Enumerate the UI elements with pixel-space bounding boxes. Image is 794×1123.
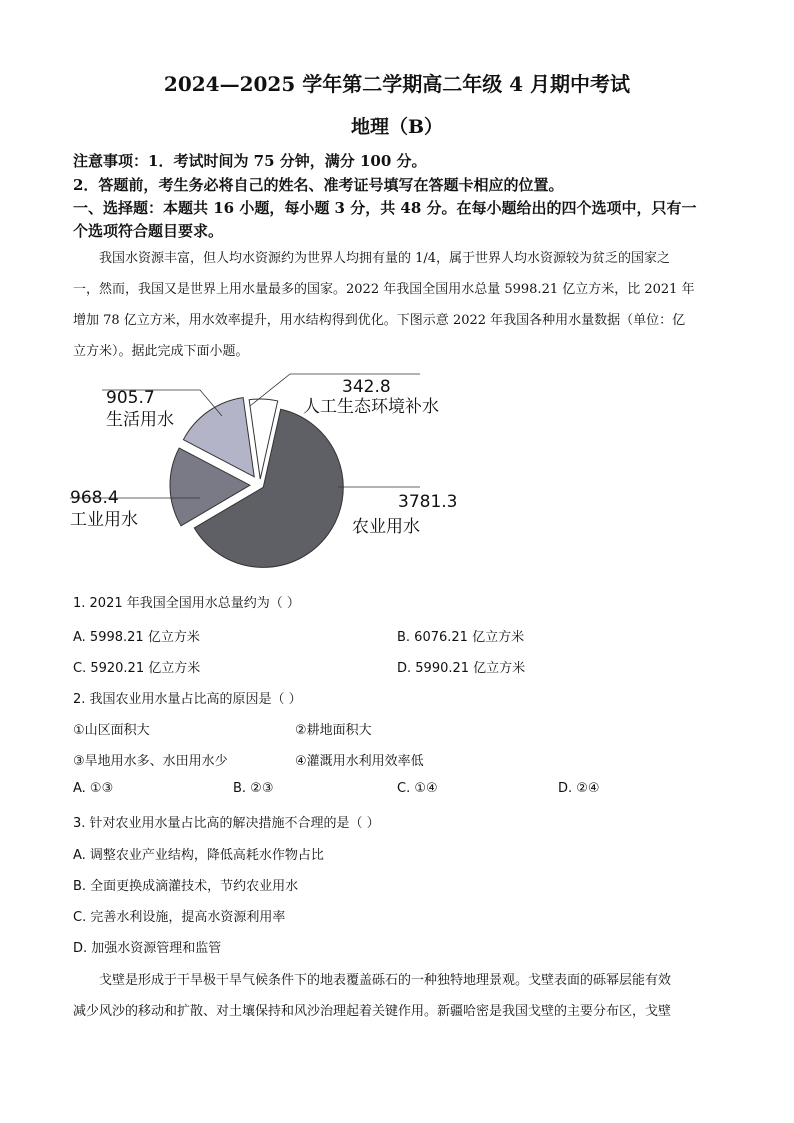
q1-option-b: B. 6076.21 亿立方米 bbox=[397, 630, 525, 645]
q1-option-a: A. 5998.21 亿立方米 bbox=[73, 630, 200, 645]
pie-category-label-2: 工业用水 bbox=[70, 510, 138, 530]
q2-option-d: D. ②④ bbox=[558, 781, 600, 796]
q3-stem: 3. 针对农业用水量占比高的解决措施不合理的是（ ） bbox=[73, 816, 380, 831]
q2-statement-1: ①山区面积大 bbox=[73, 723, 150, 738]
passage-2 bbox=[73, 965, 718, 1027]
pie-value-label-3: 905.7 bbox=[106, 388, 155, 408]
q1-option-c: C. 5920.21 亿立方米 bbox=[73, 661, 201, 676]
subject-title: 地理（B） bbox=[350, 116, 444, 138]
water-usage-pie-chart bbox=[60, 370, 460, 580]
passage-1 bbox=[73, 243, 718, 367]
q2-option-c: C. ①④ bbox=[397, 781, 438, 796]
q1-stem: 1. 2021 年我国全国用水总量约为（ ） bbox=[73, 596, 300, 611]
q3-option-b: B. 全面更换成滴灌技术，节约农业用水 bbox=[73, 879, 299, 894]
section-heading-line-1: 一、选择题：本题共 16 小题，每小题 3 分，共 48 分。在每小题给出的四个选项中，只有一 bbox=[73, 199, 697, 217]
section-heading-line-2: 个选项符合题目要求。 bbox=[73, 222, 224, 240]
passage-2-line-1: 戈壁是形成于干旱极干旱气候条件下的地表覆盖砾石的一种独特地理景观。戈壁表面的砾幂层能有效 bbox=[99, 973, 672, 988]
q1-option-d: D. 5990.21 亿立方米 bbox=[397, 661, 526, 676]
passage-1-line-2: 一，然而，我国又是世界上用水量最多的国家。2022 年我国全国用水总量 5998.21 亿立方米，比 2021 年 bbox=[73, 282, 695, 297]
q2-option-a: A. ①③ bbox=[73, 781, 114, 796]
q3-option-d: D. 加强水资源管理和监管 bbox=[73, 941, 222, 956]
q3-option-c: C. 完善水利设施，提高水资源利用率 bbox=[73, 910, 286, 925]
pie-category-label-1: 农业用水 bbox=[352, 517, 420, 537]
q2-statement-3: ③旱地用水多、水田用水少 bbox=[73, 754, 228, 769]
q2-statement-2: ②耕地面积大 bbox=[295, 723, 372, 738]
passage-1-line-1: 我国水资源丰富，但人均水资源约为世界人均拥有量的 1/4，属于世界人均水资源较为贫乏的国家之 bbox=[99, 251, 671, 266]
pie-category-label-4: 人工生态环境补水 bbox=[303, 397, 439, 417]
pie-value-label-1: 3781.3 bbox=[398, 492, 458, 512]
q2-option-b: B. ②③ bbox=[233, 781, 274, 796]
pie-value-label-4: 342.8 bbox=[342, 377, 391, 397]
q2-stem: 2. 我国农业用水量占比高的原因是（ ） bbox=[73, 692, 302, 707]
notice-line-1: 注意事项：1．考试时间为 75 分钟，满分 100 分。 bbox=[73, 152, 427, 170]
pie-value-label-2: 968.4 bbox=[70, 488, 119, 508]
passage-1-line-3: 增加 78 亿立方米，用水效率提升，用水结构得到优化。下图示意 2022 年我国各种用水量数据（单位：亿 bbox=[73, 313, 686, 328]
q3-option-a: A. 调整农业产业结构，降低高耗水作物占比 bbox=[73, 848, 324, 863]
passage-2-line-2: 减少风沙的移动和扩散、对土壤保持和风沙治理起着关键作用。新疆哈密是我国戈壁的主要分布区，戈壁 bbox=[73, 1004, 672, 1019]
notice-line-2: 2．答题前，考生务必将自己的姓名、准考证号填写在答题卡相应的位置。 bbox=[73, 176, 564, 194]
passage-1-line-4: 立方米）。据此完成下面小题。 bbox=[73, 344, 249, 359]
q2-statement-4: ④灌溉用水利用效率低 bbox=[295, 754, 424, 769]
exam-title: 2024—2025 学年第二学期高二年级 4 月期中考试 bbox=[163, 72, 631, 96]
pie-category-label-3: 生活用水 bbox=[106, 410, 174, 430]
